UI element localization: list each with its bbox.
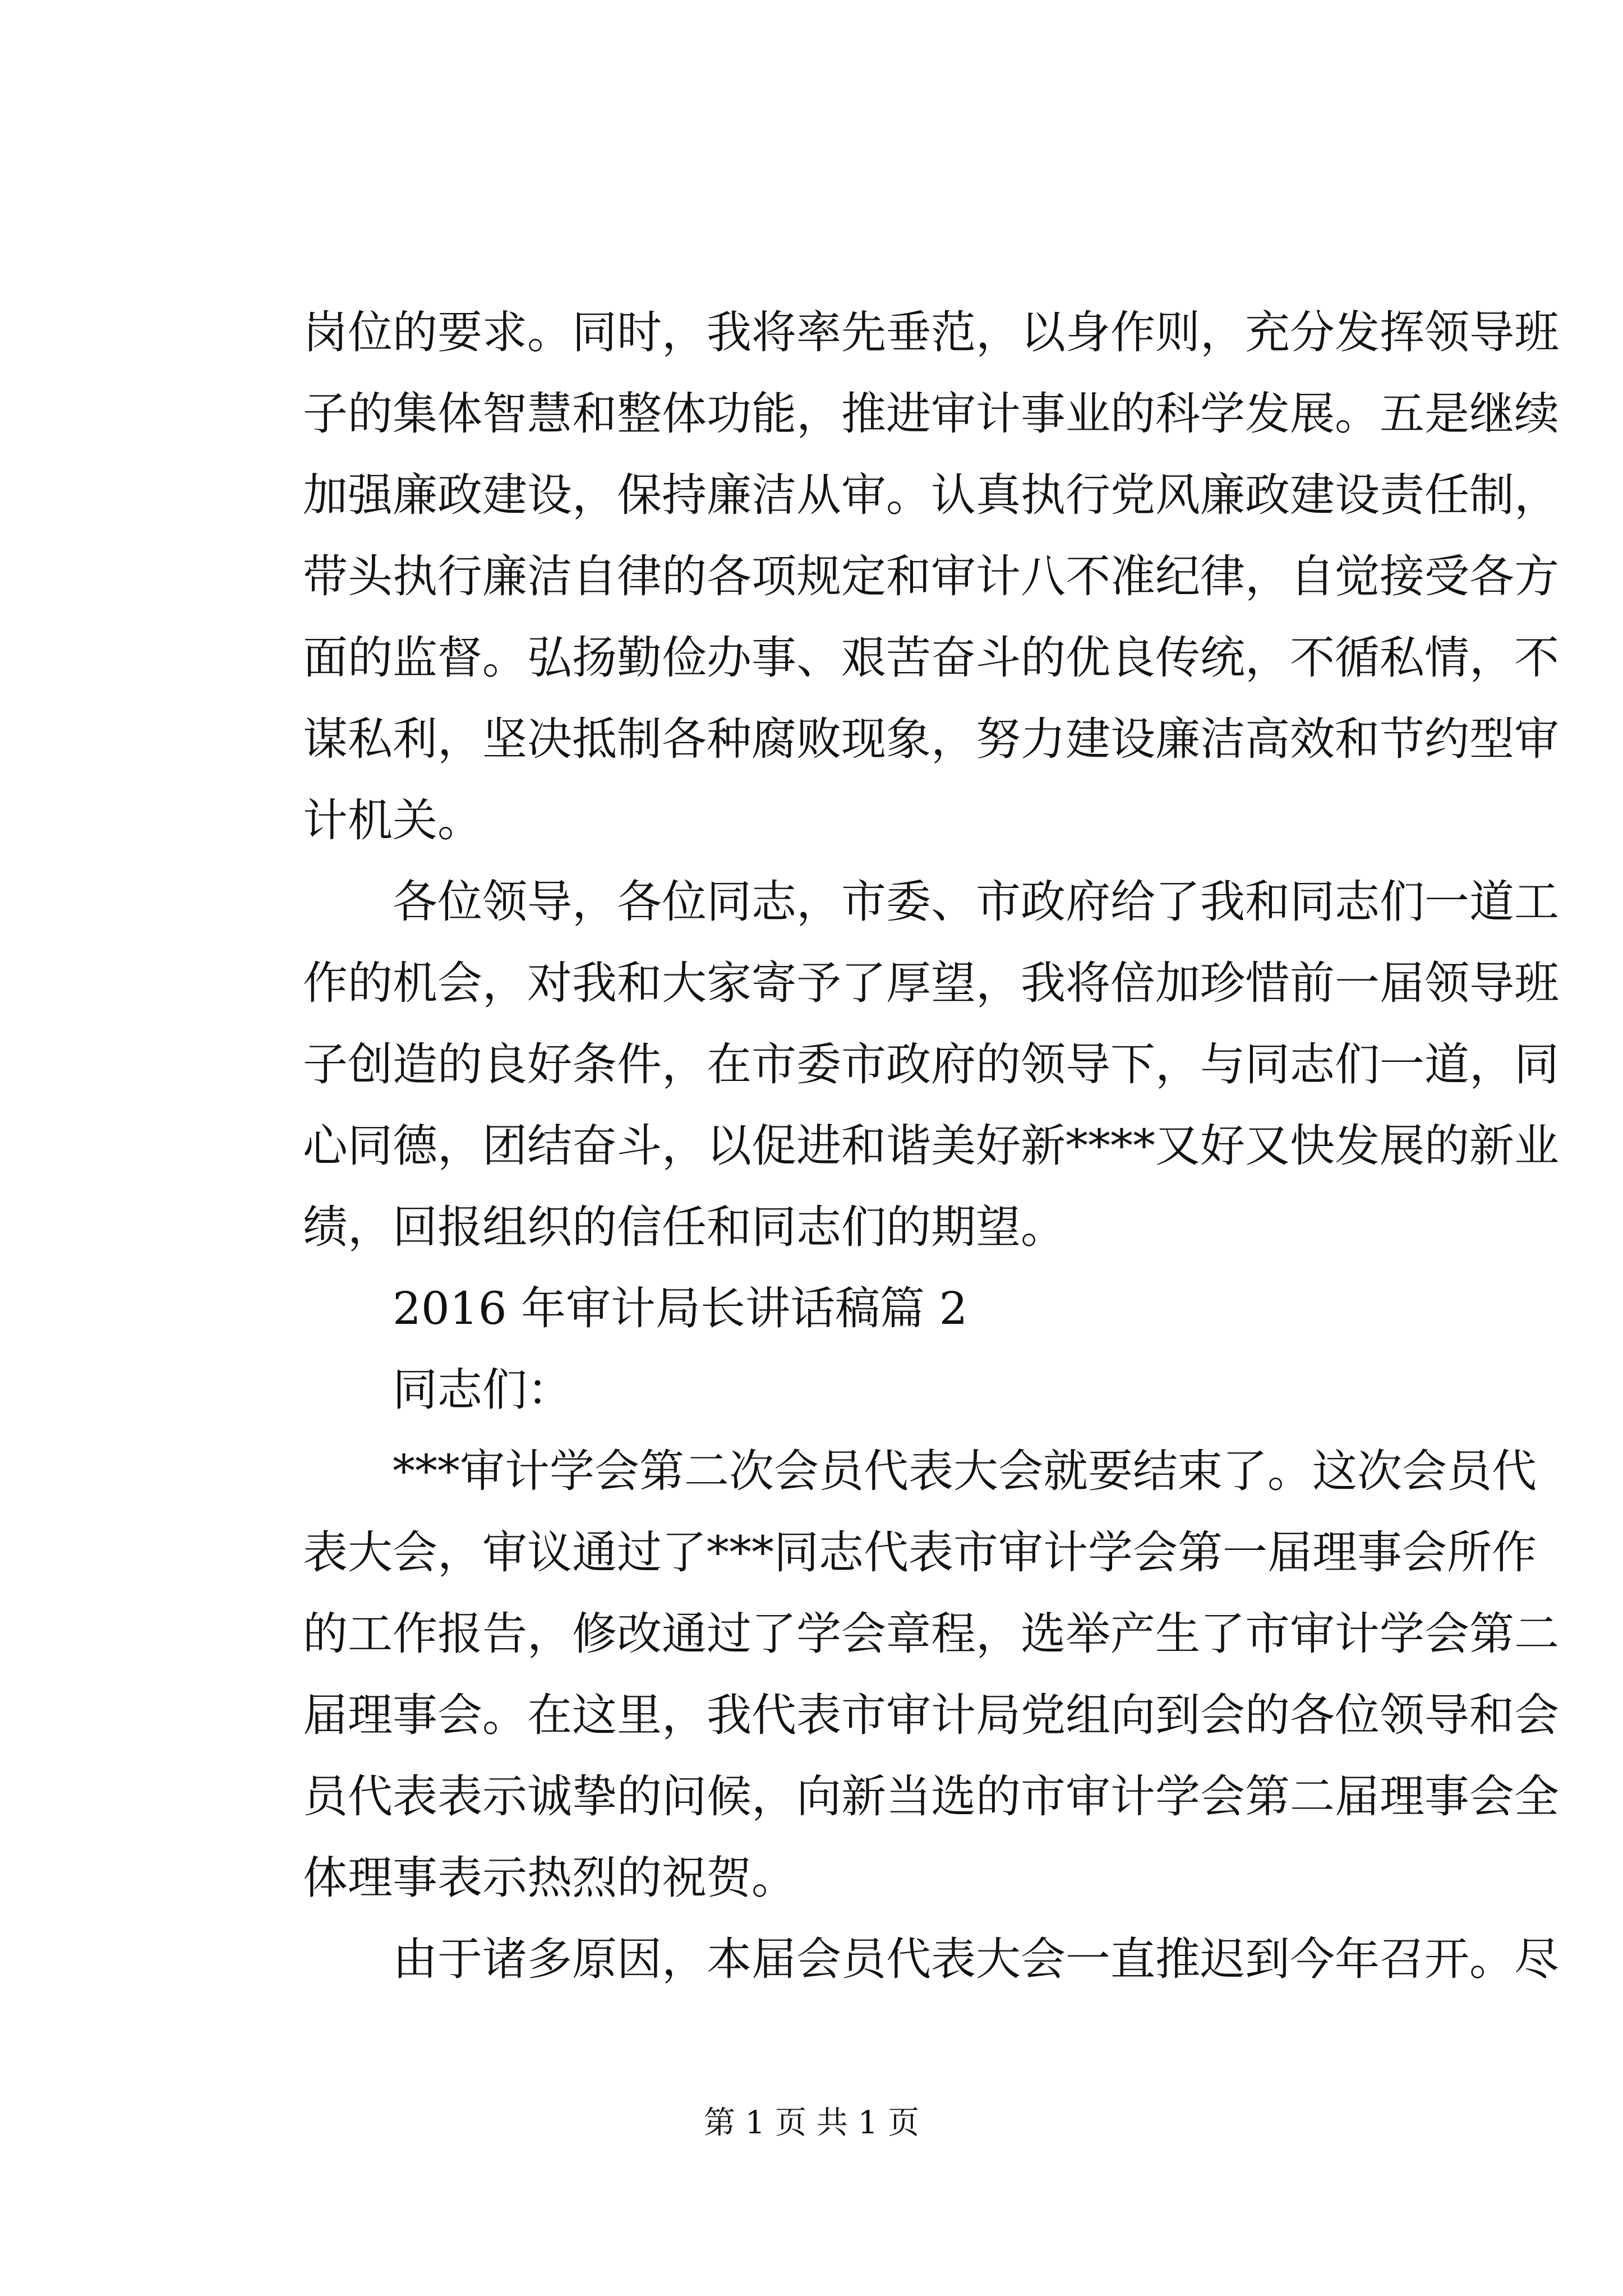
paragraph-start-line: ***审计学会第二次会员代表大会就要结束了。这次会员代 bbox=[393, 1445, 1537, 1497]
text-line: 岗位的要求。同时，我将率先垂范，以身作则，充分发挥领导班 bbox=[303, 306, 1559, 358]
text-line: 体理事表示热烈的祝贺。 bbox=[303, 1852, 796, 1904]
paragraph-start-line: 由于诸多原因，本届会员代表大会一直推迟到今年召开。尽 bbox=[393, 1933, 1559, 1985]
text-line: 绩，回报组织的信任和同志们的期望。 bbox=[303, 1201, 1066, 1253]
text-line: 加强廉政建设，保持廉洁从审。认真执行党风廉政建设责任制， bbox=[303, 469, 1559, 521]
text-line: 的工作报告，修改通过了学会章程，选举产生了市审计学会第二 bbox=[303, 1608, 1559, 1660]
text-line: 计机关。 bbox=[303, 794, 482, 846]
page-number-label: 第 1 页 共 1 页 bbox=[703, 2105, 920, 2141]
text-line: 带头执行廉洁自律的各项规定和审计八不准纪律，自觉接受各方 bbox=[303, 550, 1559, 602]
text-line: 员代表表示诚挚的问候，向新当选的市审计学会第二届理事会全 bbox=[303, 1770, 1559, 1823]
text-line: 届理事会。在这里，我代表市审计局党组向到会的各位领导和会 bbox=[303, 1689, 1559, 1741]
text-line: 子的集体智慧和整体功能，推进审计事业的科学发展。五是继续 bbox=[303, 388, 1559, 440]
text-line: 谋私利，坚决抵制各种腐败现象，努力建设廉洁高效和节约型审 bbox=[303, 713, 1559, 765]
text-line: 子创造的良好条件，在市委市政府的领导下，与同志们一道，同 bbox=[303, 1038, 1559, 1091]
text-line: 表大会，审议通过了***同志代表市审计学会第一届理事会所作 bbox=[303, 1526, 1537, 1579]
page-footer bbox=[0, 2101, 1623, 2146]
section-heading: 2016 年审计局长讲话稿篇 2 bbox=[393, 1282, 968, 1335]
salutation-line: 同志们： bbox=[393, 1364, 572, 1416]
paragraph-start-line: 各位领导，各位同志，市委、市政府给了我和同志们一道工 bbox=[393, 876, 1559, 928]
text-line: 面的监督。弘扬勤俭办事、艰苦奋斗的优良传统，不循私情，不 bbox=[303, 632, 1559, 684]
text-line: 作的机会，对我和大家寄予了厚望，我将倍加珍惜前一届领导班 bbox=[303, 957, 1559, 1009]
document-body bbox=[303, 292, 1559, 2000]
text-line: 心同德，团结奋斗，以促进和谐美好新****又好又快发展的新业 bbox=[303, 1120, 1559, 1172]
